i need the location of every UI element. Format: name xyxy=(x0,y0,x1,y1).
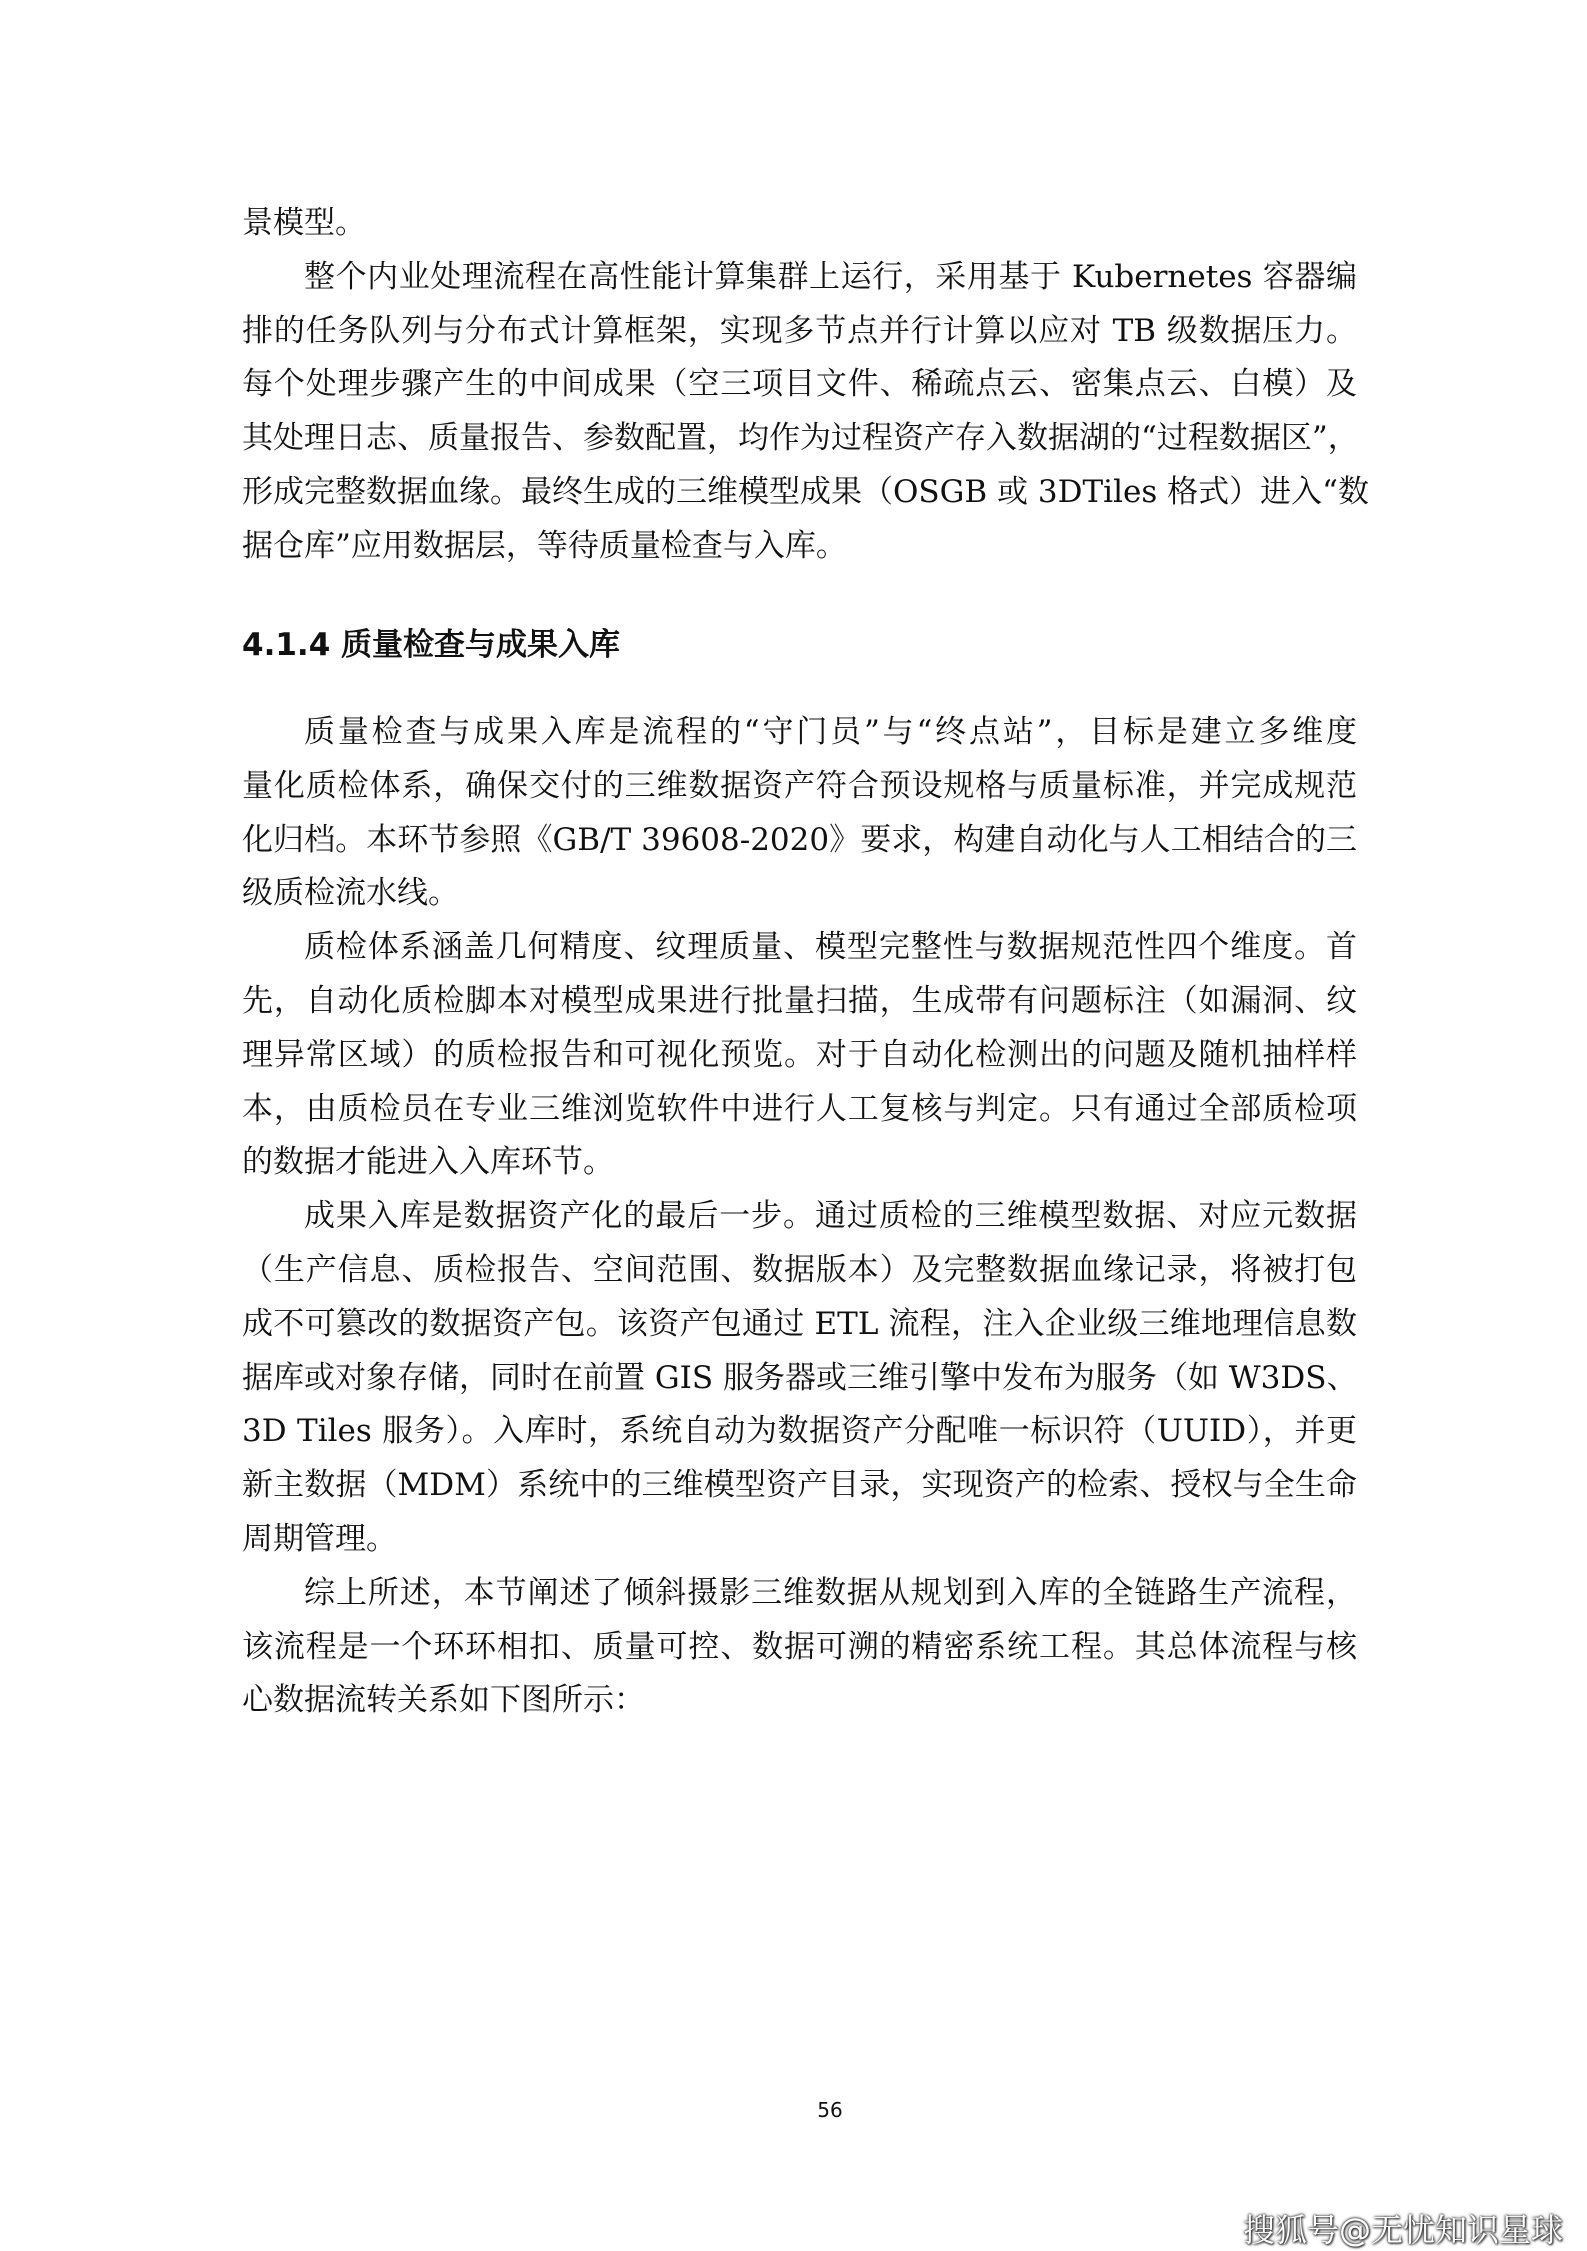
body-section-a xyxy=(242,197,1369,574)
text-line: 新主数据（MDM）系统中的三维模型资产目录，实现资产的检索、授权与全生命 xyxy=(242,1467,1357,1504)
page-number: 56 xyxy=(817,2098,843,2122)
text-line: 质检体系涵盖几何精度、纹理质量、模型完整性与数据规范性四个维度。首 xyxy=(304,929,1357,966)
watermark: 搜狐号@无忧知识星球 xyxy=(1242,2211,1563,2249)
text-line: 每个处理步骤产生的中间成果（空三项目文件、稀疏点云、密集点云、白模）及 xyxy=(242,366,1357,403)
text-line: 3D Tiles 服务）。入库时，系统自动为数据资产分配唯一标识符（UUID），并更 xyxy=(242,1413,1357,1450)
text-line: 化归档。本环节参照《GB/T 39608-2020》要求，构建自动化与人工相结合的三 xyxy=(242,821,1357,858)
text-line: 该流程是一个环环相扣、质量可控、数据可溯的精密系统工程。其总体流程与核 xyxy=(242,1628,1357,1665)
text-line: 据库或对象存储，同时在前置 GIS 服务器或三维引擎中发布为服务（如 W3DS、 xyxy=(242,1359,1358,1396)
text-line: 理异常区域）的质检报告和可视化预览。对于自动化检测出的问题及随机抽样样 xyxy=(242,1036,1357,1073)
text-line: 心数据流转关系如下图所示： xyxy=(242,1682,645,1719)
text-line: 级质检流水线。 xyxy=(242,875,459,912)
text-line: 其处理日志、质量报告、参数配置，均作为过程资产存入数据湖的“过程数据区”， xyxy=(242,420,1359,457)
section-heading: 4.1.4 质量检查与成果入库 xyxy=(242,627,621,663)
text-line: 成不可篡改的数据资产包。该资产包通过 ETL 流程，注入企业级三维地理信息数 xyxy=(242,1305,1357,1342)
text-line: 排的任务队列与分布式计算框架，实现多节点并行计算以应对 TB 级数据压力。 xyxy=(242,312,1357,349)
text-line: 景模型。 xyxy=(242,205,366,241)
text-line: 质量检查与成果入库是流程的“守门员”与“终点站”，目标是建立多维度 xyxy=(304,714,1357,750)
body-section-b xyxy=(242,706,1357,1728)
text-line: 先，自动化质检脚本对模型成果进行批量扫描，生成带有问题标注（如漏洞、纹 xyxy=(242,982,1357,1019)
text-line: 的数据才能进入入库环节。 xyxy=(242,1144,614,1181)
text-line: 整个内业处理流程在高性能计算集群上运行，采用基于 Kubernetes 容器编 xyxy=(304,258,1357,295)
text-line: 成果入库是数据资产化的最后一步。通过质检的三维模型数据、对应元数据 xyxy=(304,1198,1357,1235)
text-line: 周期管理。 xyxy=(242,1520,397,1557)
text-line: 量化质检体系，确保交付的三维数据资产符合预设规格与质量标准，并完成规范 xyxy=(242,767,1357,804)
text-line: 综上所述，本节阐述了倾斜摄影三维数据从规划到入库的全链路生产流程， xyxy=(304,1574,1357,1611)
text-line: 本，由质检员在专业三维浏览软件中进行人工复核与判定。只有通过全部质检项 xyxy=(242,1090,1357,1127)
text-line: 形成完整数据血缘。最终生成的三维模型成果（OSGB 或 3DTiles 格式）进入“数 xyxy=(242,473,1369,510)
text-line: （生产信息、质检报告、空间范围、数据版本）及完整数据血缘记录，将被打包 xyxy=(242,1251,1357,1288)
text-line: 据仓库”应用数据层，等待质量检查与入库。 xyxy=(242,527,847,564)
